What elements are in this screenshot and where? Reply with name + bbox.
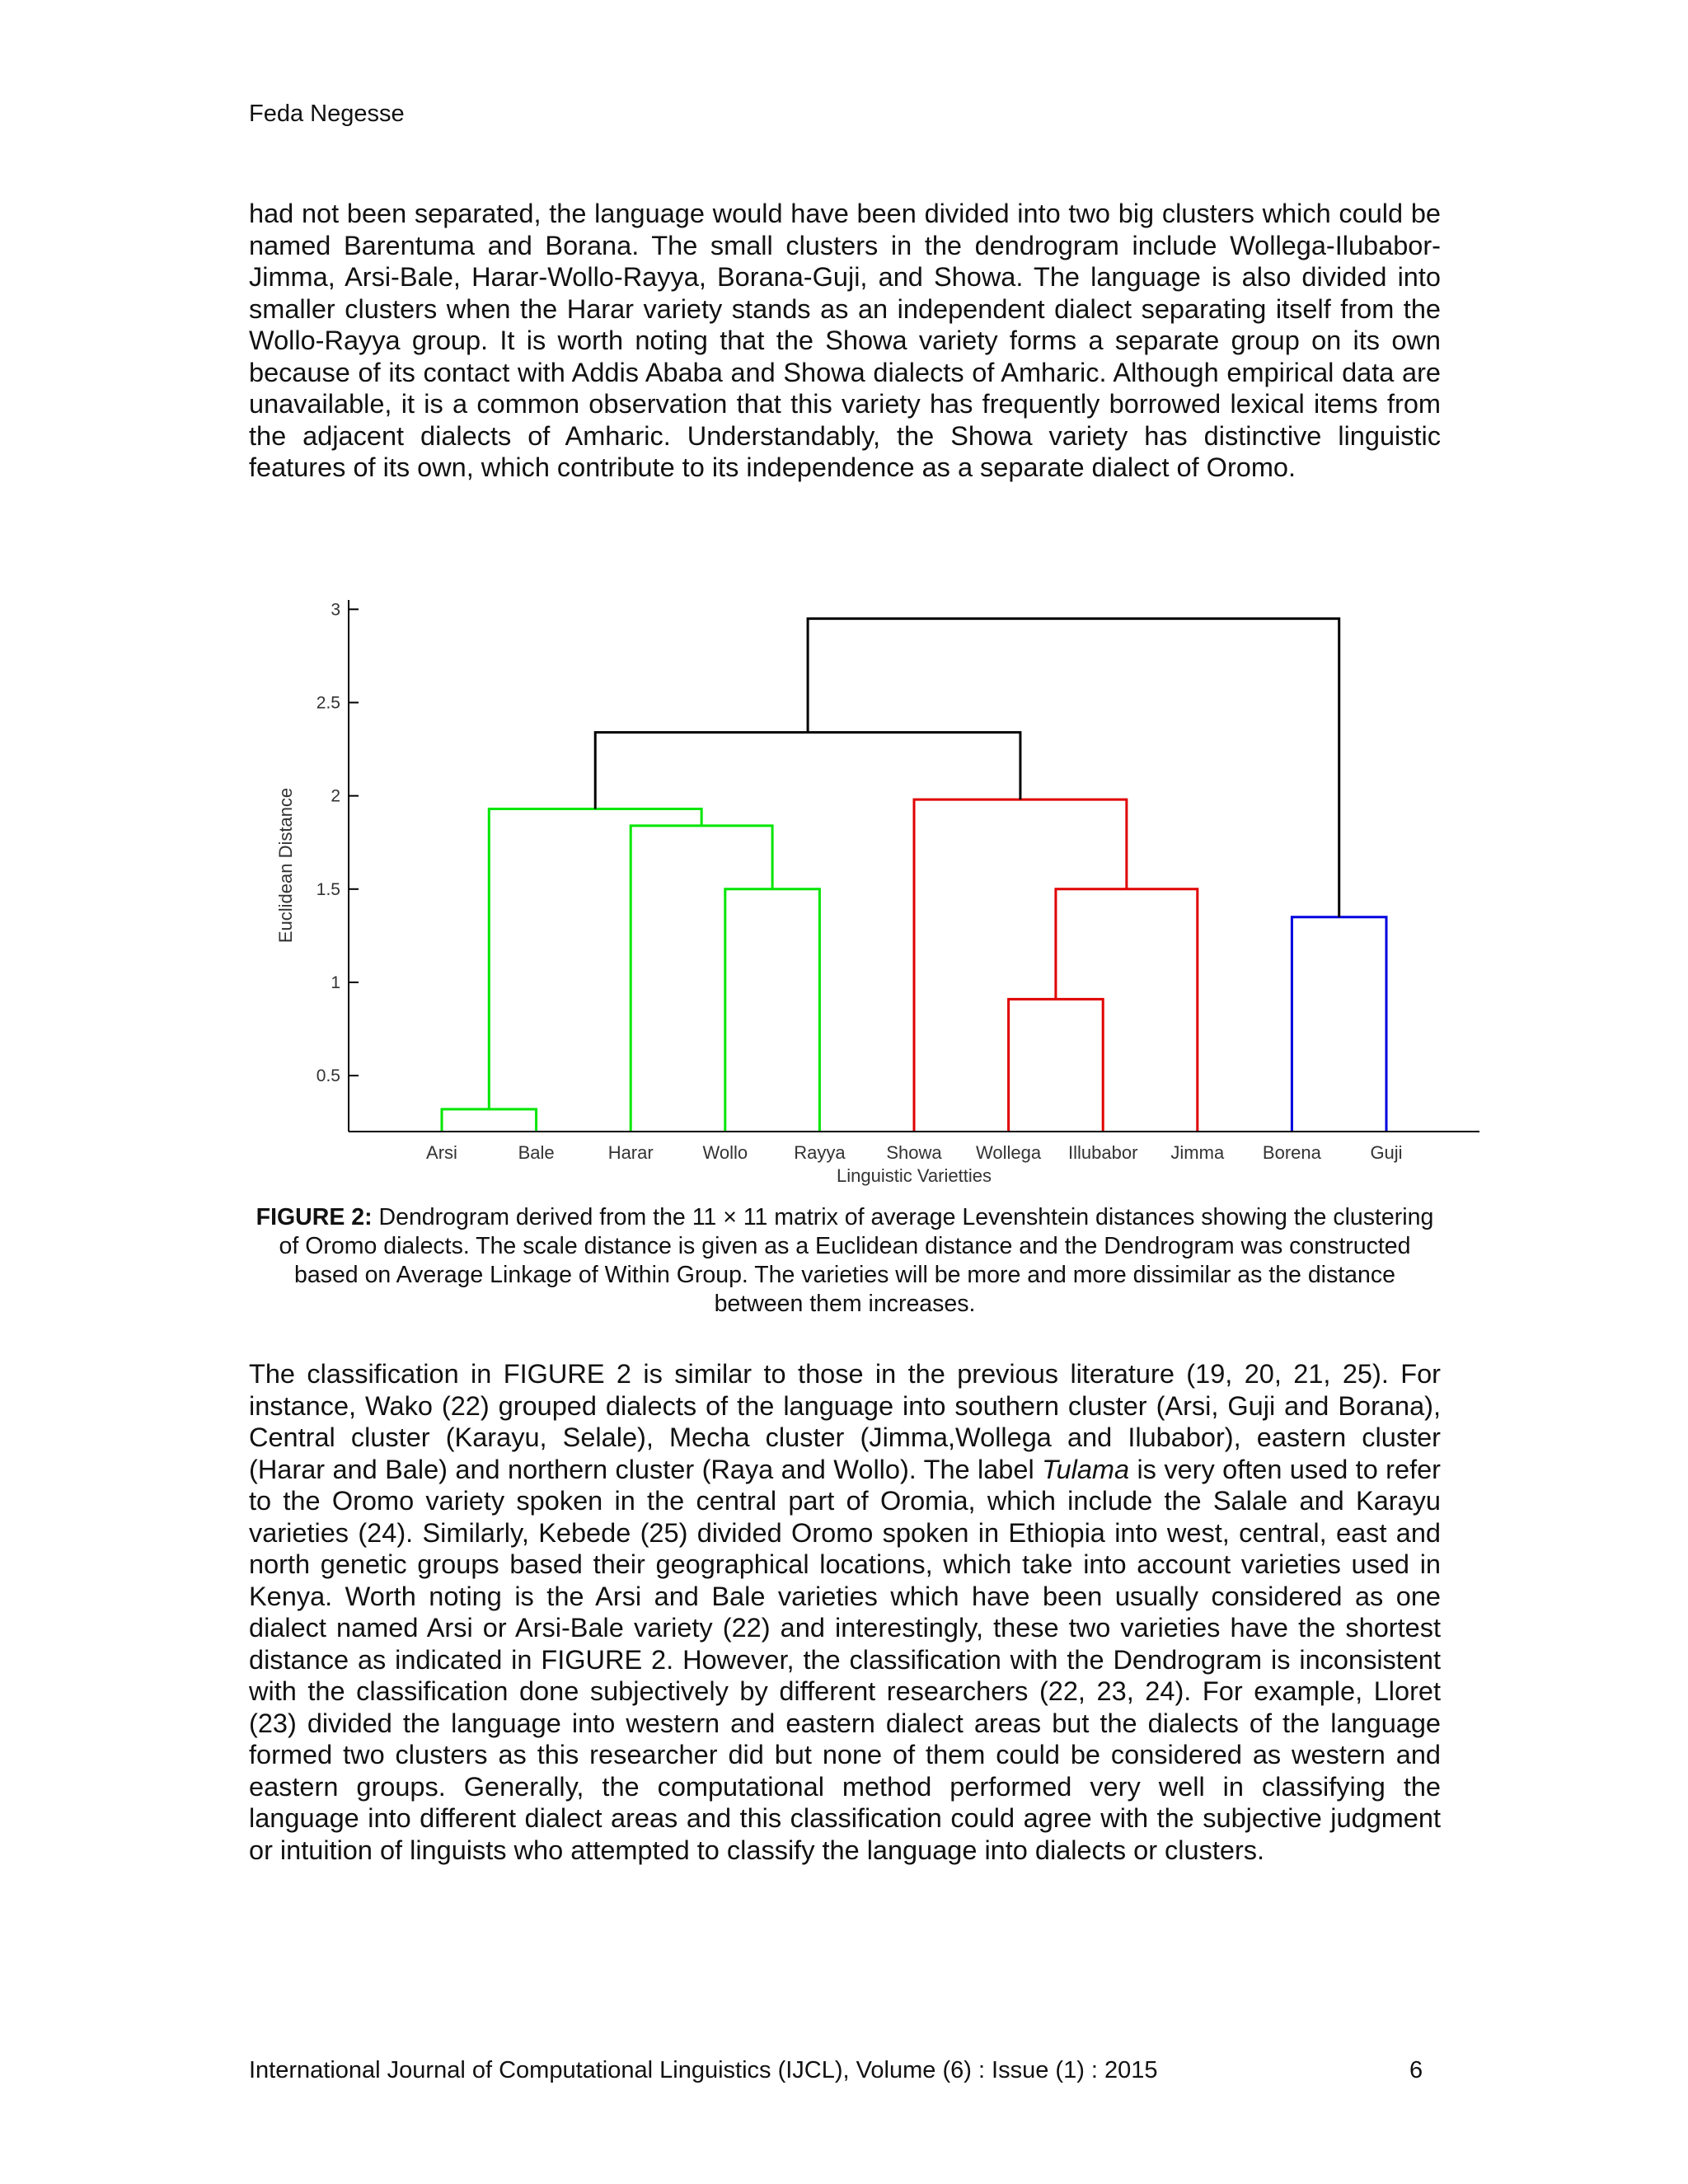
figure-caption-text: Dendrogram derived from the 11 × 11 matrix of average Levenshtein distances showing the clustering of Oromo dialects. The scale distance is given as a Euclidean distance and the Dendrogram was constructed based on Average Linkage of Within Group. The varieties will be more and more dissimilar as the distance between them increases. <box>279 1204 1434 1317</box>
body-paragraph-1: had not been separated, the language would have been divided into two big clusters which could be named Barentuma and Borana. The small clusters in the dendrogram include Wollega-Ilubabor-Jimma, Arsi-Bale, Harar-Wollo-Rayya, Borana-Guji, and Showa. The language is also divided into smaller clusters when the Harar variety stands as an independent dialect separating itself from the Wollo-Rayya group. It is worth noting that the Showa variety forms a separate group on its own because of its contact with Addis Ababa and Showa dialects of Amharic. Although empirical data are unavailable, it is a common observation that this variety has frequently borrowed lexical items from the adjacent dialects of Amharic. Understandably, the Showa variety has distinctive linguistic features of its own, which contribute to its independence as a separate dialect of Oromo. <box>249 199 1441 482</box>
dendrogram-link <box>489 808 701 1108</box>
tulama-term: Tulama <box>1042 1454 1130 1484</box>
leaf-label: Illubabor <box>1068 1142 1138 1163</box>
dendrogram-link <box>1056 889 1198 1132</box>
leaf-label: Wollo <box>702 1142 748 1163</box>
dendrogram-link <box>725 889 820 1132</box>
y-tick-label: 2 <box>331 786 340 806</box>
dendrogram-link <box>1009 999 1104 1132</box>
leaf-label: Wollega <box>976 1142 1042 1163</box>
dendrogram-link <box>808 619 1339 917</box>
dendrogram-link <box>631 826 772 1132</box>
figure-caption <box>249 1203 1441 1319</box>
y-tick-label: 2.5 <box>316 693 340 713</box>
dendrogram-link <box>595 733 1020 809</box>
leaf-label: Borena <box>1262 1142 1321 1163</box>
x-tick-labels <box>426 1142 1403 1163</box>
page-number: 6 <box>1409 2057 1423 2083</box>
figure-caption-label: FIGURE 2: <box>256 1204 373 1230</box>
leaf-label: Bale <box>518 1142 555 1163</box>
x-axis-label: Linguistic Varietties <box>837 1165 992 1186</box>
y-tick-label: 0.5 <box>316 1066 340 1086</box>
leaf-label: Guji <box>1370 1142 1403 1163</box>
dendrogram-links <box>442 619 1386 1132</box>
y-tick-label: 3 <box>331 600 340 620</box>
body-paragraph-2-part-b: is very often used to refer to the Oromo variety spoken in the central part of Oromia, which include the Salale and Karayu varieties (24). Similarly, Kebede (25) divided Oromo spoken in Ethiopia into west, central, east and north genetic groups based their geographical locations, which take into account varieties used in Kenya. Worth noting is the Arsi and Bale varieties which have been usually considered as one dialect named Arsi or Arsi-Bale variety (22) and interestingly, these two varieties have the shortest distance as indicated in FIGURE 2. However, the classification with the Dendrogram is inconsistent with the classification done subjectively by different researchers (22, 23, 24). For example, Lloret (23) divided the language into western and eastern dialect areas but the dialects of the language formed two clusters as this researcher did but none of them could be considered as western and eastern groups. Generally, the computational method performed very well in classifying the language into different dialect areas and this classification could agree with the subjective judgment or intuition of linguists who attempted to classify the language into dialects or clusters. <box>249 1454 1442 1865</box>
leaf-label: Arsi <box>426 1142 457 1163</box>
body-paragraph-2-part-a: The classification in FIGURE 2 is similar to those in the previous literature (19, 20, 21, 25). For instance, Wako (22) grouped dialects of the language into southern cluster (Arsi, Guji and Borana), Central cluster (Karayu, Selale), Mecha cluster (Jimma,Wollega and Ilubabor), eastern cluster (Harar and Bale) and northern cluster (Raya and Wollo). The label <box>249 1359 1441 1484</box>
y-tick-label: 1 <box>331 972 340 992</box>
dendrogram-figure <box>264 585 1500 1195</box>
body-paragraph-2 <box>249 1358 1441 1866</box>
leaf-label: Showa <box>886 1142 942 1163</box>
footer-journal: International Journal of Computational Linguistics (IJCL), Volume (6) : Issue (1) : 2015 <box>249 2057 1158 2083</box>
running-head-author: Feda Negesse <box>249 101 405 127</box>
dendrogram-link <box>1292 917 1386 1132</box>
y-axis-label: Euclidean Distance <box>275 787 296 944</box>
leaf-label: Harar <box>607 1142 654 1163</box>
leaf-label: Rayya <box>794 1142 846 1163</box>
dendrogram-link <box>914 799 1127 1132</box>
leaf-label: Jimma <box>1170 1142 1225 1163</box>
y-ticks <box>316 600 359 1085</box>
dendrogram-link <box>442 1109 537 1132</box>
y-tick-label: 1.5 <box>316 879 340 899</box>
